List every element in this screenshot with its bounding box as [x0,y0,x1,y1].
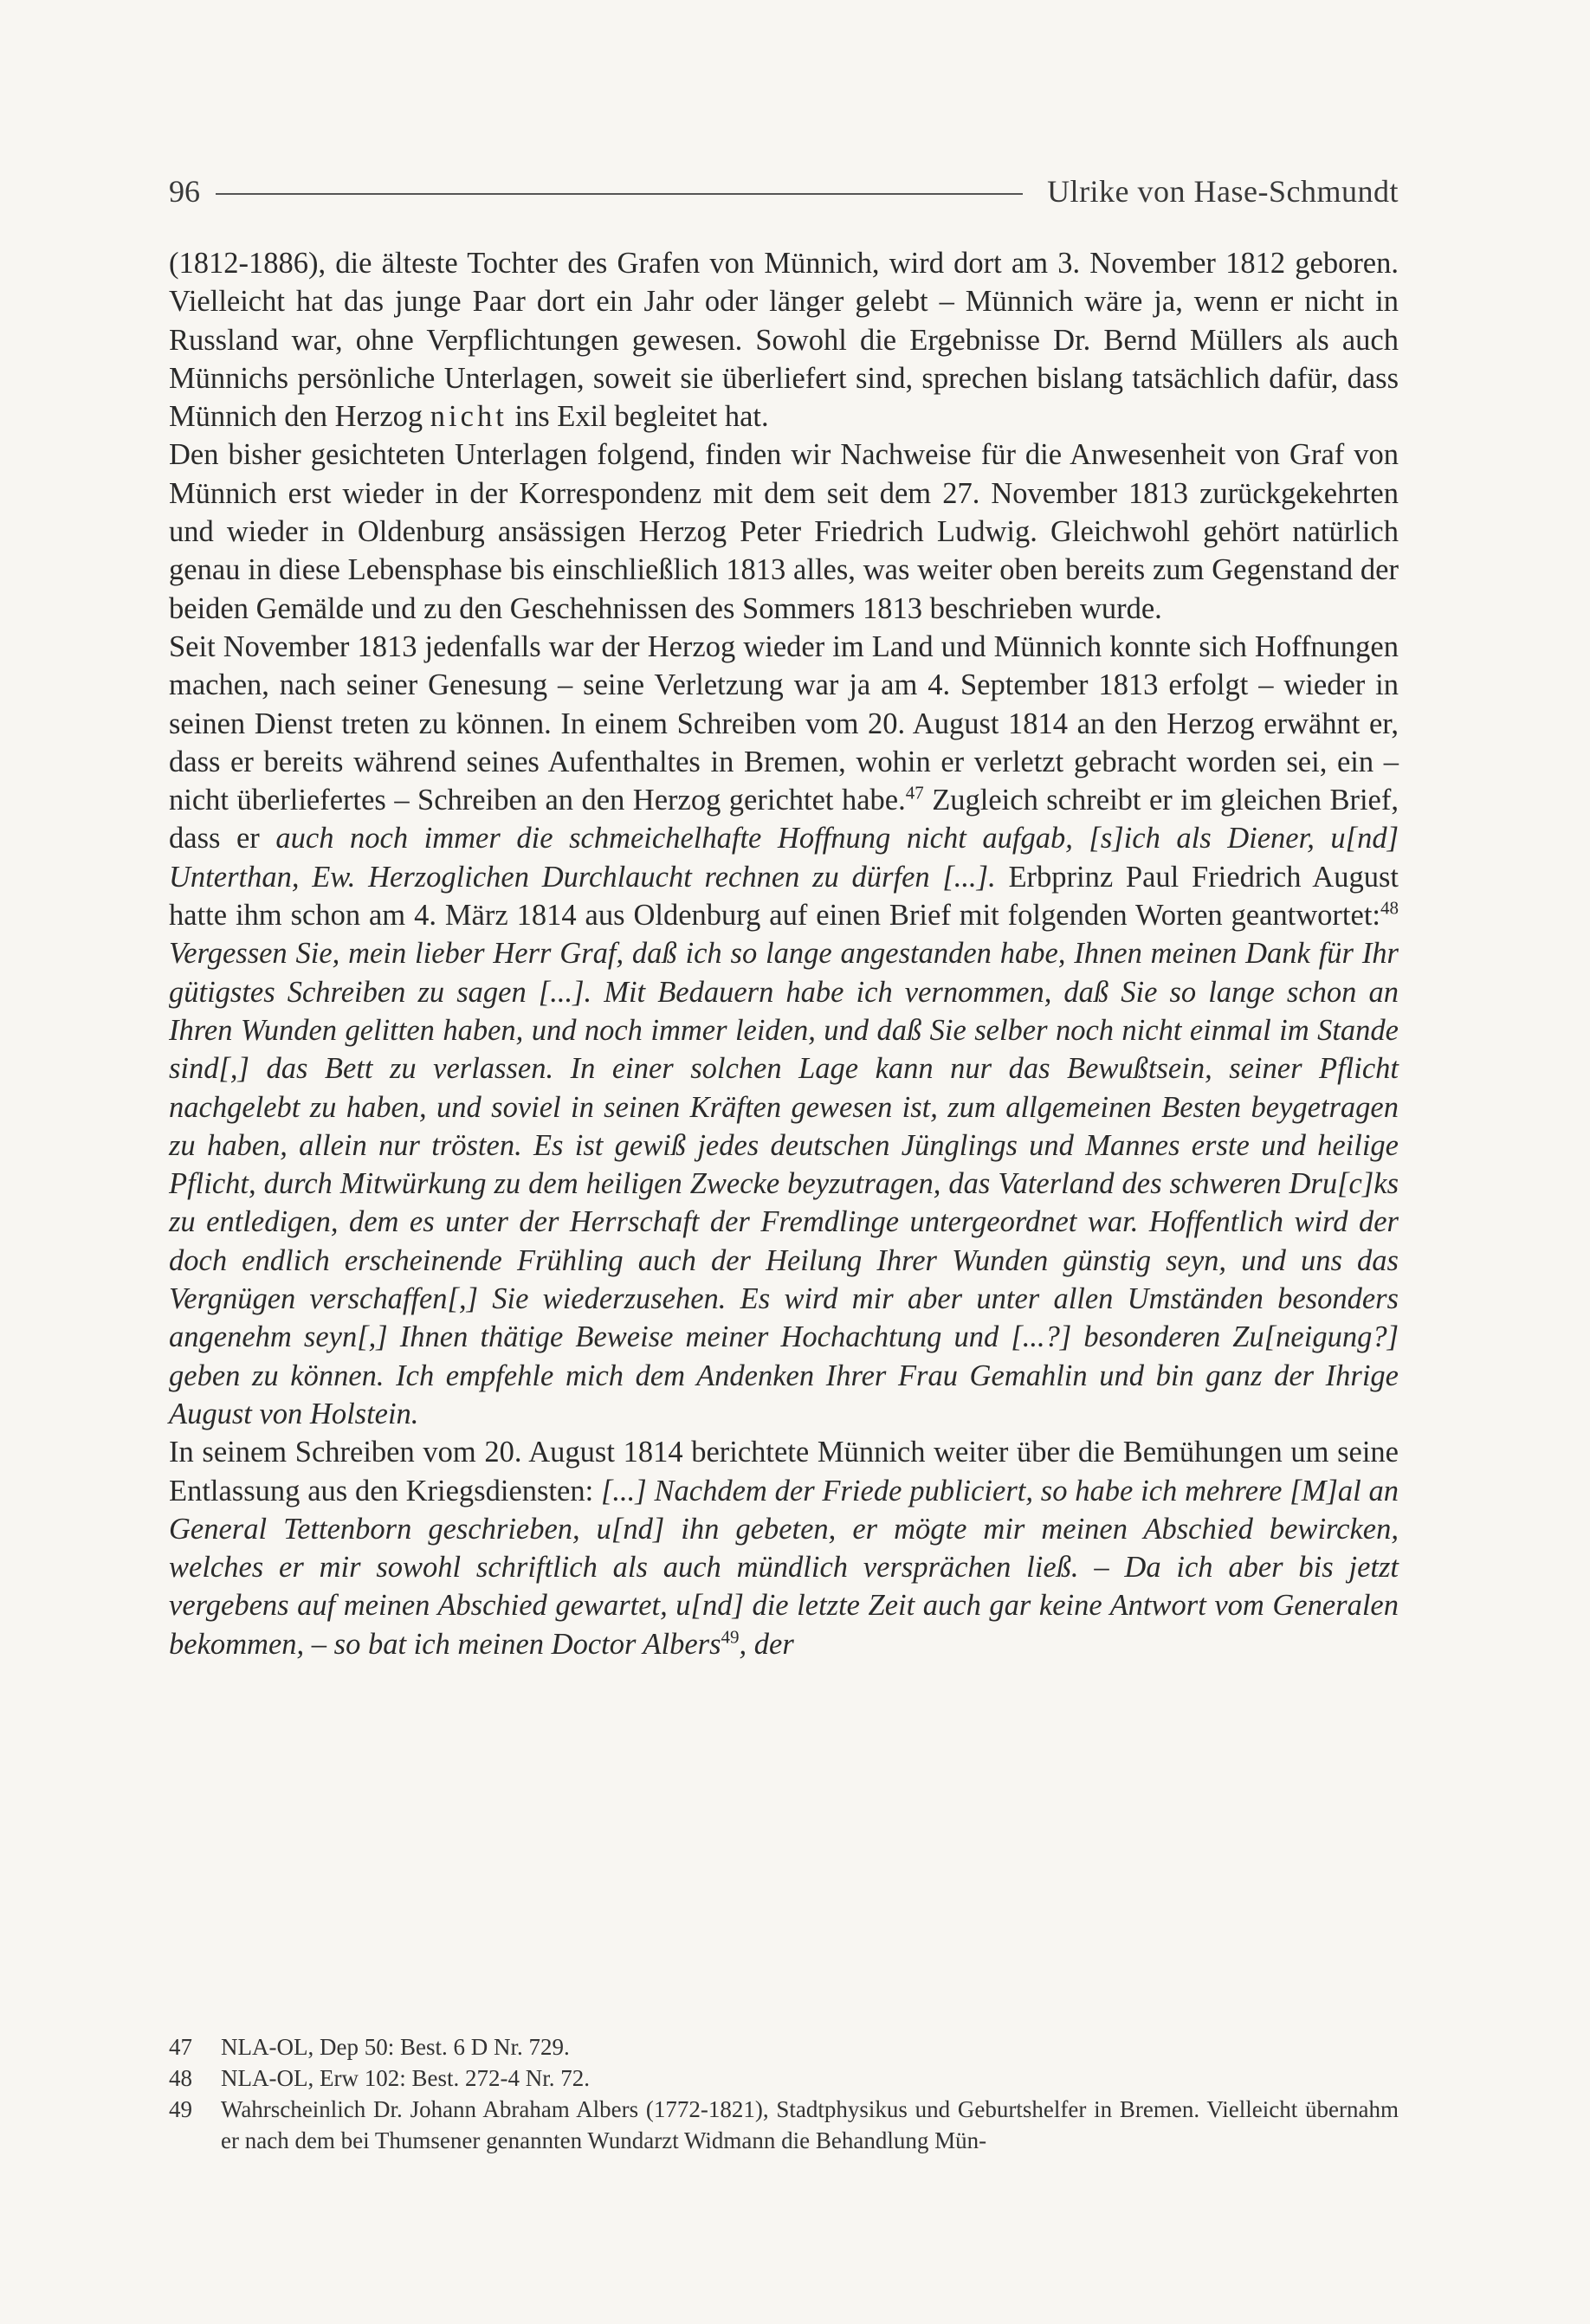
paragraph-3 [169,628,1399,1433]
footnote-ref-49: 49 [721,1626,740,1648]
footnote-text: NLA-OL, Erw 102: Best. 272-4 Nr. 72. [221,2065,590,2091]
paragraph-3-text-b: Zugleich schreibt er im gleichen Brief, dass er [169,784,1399,855]
footnote-ref-48: 48 [1380,897,1399,919]
main-text [169,244,1399,1663]
footnote-number: 47 [169,2034,192,2060]
running-author: Ulrike von Hase-Schmundt [1047,174,1399,209]
paragraph-3-text-c: Erbprinz Paul Friedrich August hatte ihm schon am 4. März 1814 aus Oldenburg auf einen Brief mit folgenden Worten geantwortet: [169,860,1399,933]
quote-muennich-letter: auch noch immer die schmeichelhafte Hoffnung nicht aufgab, [s]ich als Diener, u[nd] Unterthan, Ew. Herzoglichen Durchlaucht rechnen zu dürfen [...]. [169,822,1399,894]
running-header [169,170,1399,213]
emphasis-spaced: nicht [430,400,507,434]
paragraph-1-text-a: (1812-1886), die älteste Tochter des Grafen von Münnich, wird dort am 3. November 1812 geboren. Vielleicht hat das junge Paar dort ein Jahr oder länger gelebt – Münnich wäre ja, wenn er nicht in Russland war, ohne Verpflichtungen gewesen. Sowohl die Ergebnisse Dr. Bernd Müllers als auch Münnichs persönliche Unterlagen, soweit sie überliefert sind, sprechen bislang tatsächlich dafür, dass Münnich den Herzog [169,247,1399,434]
footnote-number: 48 [169,2065,192,2091]
paragraph-4 [169,1433,1399,1663]
paragraph-2: Den bisher gesichteten Unterlagen folgend, finden wir Nachweise für die Anwesenheit von Graf von Münnich erst wieder in der Korrespondenz mit dem seit dem 27. November 1813 zurückgekehrten und wieder in Oldenburg ansässigen Herzog Peter Friedrich Ludwig. Gleichwohl gehört natürlich genau in diese Lebensphase bis einschließlich 1813 alles, was weiter oben bereits zum Gegenstand der beiden Gemälde und zu den Geschehnissen des Sommers 1813 beschrieben wurde. [169,438,1399,625]
footnote-ref-47: 47 [905,782,924,804]
header-rule [216,193,1023,195]
footnote-text: Wahrscheinlich Dr. Johann Abraham Albers (1772-1821), Stadtphysikus und Geburtshelfer in Bremen. Vielleicht übernahm er nach dem bei Thumsener genannten Wundarzt Widmann die Behandlung Mün- [221,2096,1399,2153]
quote-erbprinz-letter: Vergessen Sie, mein lieber Herr Graf, daß ich so lange angestanden habe, Ihnen meinen Dank für Ihr gütigstes Schreiben zu sagen [...]. Mit Bedauern habe ich vernommen, daß Sie so lange schon an Ihren Wunden gelitten haben, und noch immer leiden, und daß Sie selber noch nicht einmal im Stande sind[,] das Bett zu verlassen. In einer solchen Lage kann nur das Bewußtsein, seiner Pflicht nachgelebt zu haben, und soviel in seinen Kräften gewesen ist, zum allgemeinen Besten beygetragen zu haben, allein nur trösten. Es ist gewiß jedes deutschen Jünglings und Mannes erste und heilige Pflicht, durch Mitwürkung zu dem heiligen Zwecke beyzutragen, das Vaterland des schweren Dru[c]ks zu entledigen, dem es unter der Herrschaft der Fremdlinge untergeordnet war. Hoffentlich wird der doch endlich erscheinende Frühling auch der Heilung Ihrer Wunden günstig seyn, und uns das Vergnügen verschaffen[,] Sie wiederzusehen. Es wird mir aber unter allen Umständen besonders angenehm seyn[,] Ihnen thätige Beweise meiner Hochachtung und [...?] besonderen Zu[neigung?] geben zu können. Ich empfehle mich dem Andenken Ihrer Frau Gemahlin und bin ganz der Ihrige August von Holstein. [169,937,1399,1430]
paragraph-4-text-a: In seinem Schreiben vom 20. August 1814 berichtete Münnich weiter über die Bemühungen um seine Entlassung aus den Kriegsdiensten: [169,1436,1399,1507]
footnote [169,2031,1399,2063]
footnote-text: NLA-OL, Dep 50: Best. 6 D Nr. 729. [221,2034,570,2060]
page-number: 96 [169,174,200,209]
footnotes [169,2031,1399,2156]
quote-entlassung-b: , der [739,1627,794,1661]
paragraph-3-text-a: Seit November 1813 jedenfalls war der Herzog wieder im Land und Münnich konnte sich Hoffnungen machen, nach seiner Genesung – seine Verletzung war ja am 4. September 1813 erfolgt – wieder in seinen Dienst treten zu können. In einem Schreiben vom 20. August 1814 an den Herzog erwähnt er, dass er bereits während seines Aufenthaltes in Bremen, wohin er verletzt gebracht worden sei, ein – nicht überliefertes – Schreiben an den Herzog gerichtet habe. [169,629,1399,817]
paragraph-1-text-b: ins Exil begleitet hat. [507,400,769,434]
footnote [169,2094,1399,2156]
footnote [169,2063,1399,2094]
paragraph-1 [169,244,1399,436]
quote-entlassung-a: [...] Nachdem der Friede publiciert, so habe ich mehrere [M]al an General Tettenborn geschrieben, u[nd] ihn gebeten, er mögte mir meinen Abschied bewircken, welches er mir sowohl schriftlich als auch mündlich versprächen ließ. – Da ich aber bis jetzt vergebens auf meinen Abschied gewartet, u[nd] die letzte Zeit auch gar keine Antwort vom Generalen bekommen, – so bat ich meinen Doctor Albers [169,1474,1399,1661]
footnote-number: 49 [169,2096,192,2122]
